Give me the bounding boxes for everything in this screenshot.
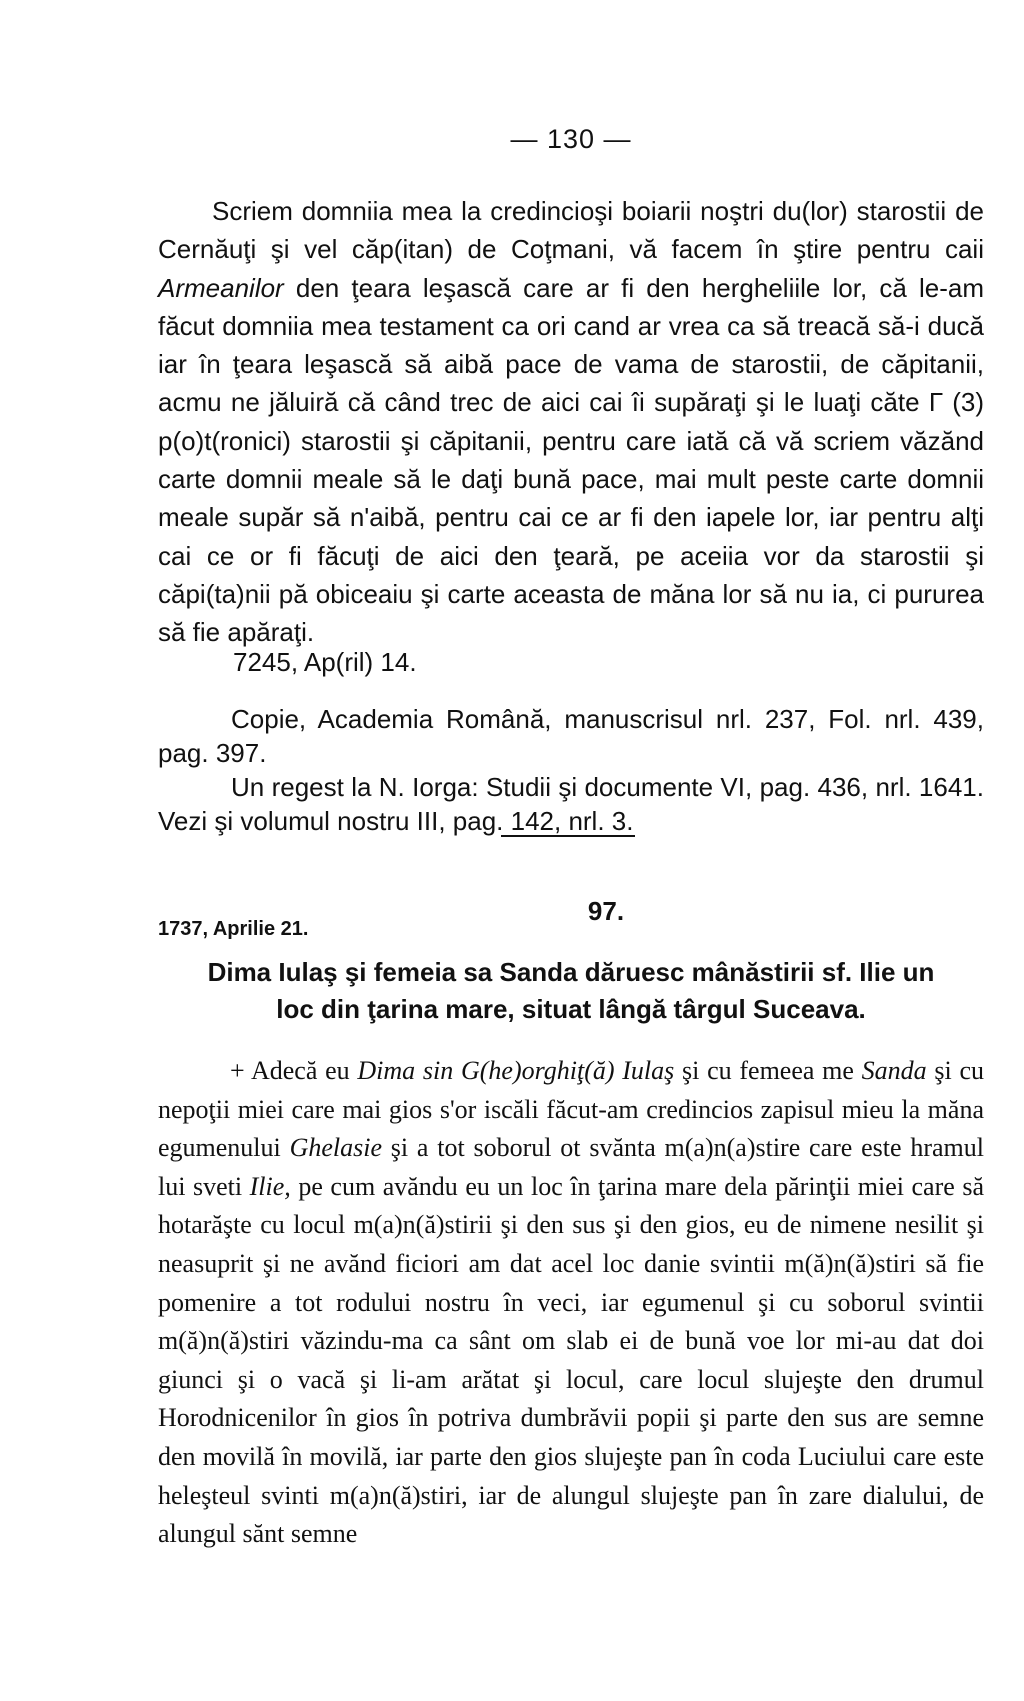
italic-name: Ghelasie xyxy=(289,1133,382,1163)
document-paragraph: + Adecă eu Dima sin G(he)orghiţ(ă) Iulaş şi cu femeea me Sanda şi cu nepoţii miei care mai gios s'or iscăli făcut-am credincios zapisul mieu la măna egumenului Ghelasie şi a tot soborul ot svănta m(a)n(a)stire care este hramul lui sveti Ilie, pe cum avăndu eu un loc în ţarina mare dela părinţii miei care să hotarăşte cu locul m(a)n(ă)stirii şi den sus şi den gios, eu de nimene nesilit şi neasuprit şi ne avănd ficiori am dat acel loc danie svintii m(ă)n(ă)stiri să fie pomenire a tot rodului nostru în veci, iar egumenul şi cu soborul svintii m(ă)n(ă)stiri văzindu-ma ca sânt om slab ei de bună voe lor mi-au dat doi giunci şi o vacă şi li-am arătat şi locul, care locul slujeşte den drumul Horodnicenilor în gios în potriva dumbrăvii popii şi parte den sus are semne den movilă în movilă, iar parte den gios slujeşte pan în coda Luciului care este heleşteul svinti m(a)n(ă)stiri, iar de alungul slujeşte pan în zare dialului, de alungul sănt semne xyxy=(158,1056,985,1549)
italic-name: Ilie, xyxy=(249,1171,291,1201)
page-number: — 130 — xyxy=(510,124,632,154)
document-summary xyxy=(158,954,984,1028)
italic-name: Armeanilor xyxy=(158,272,284,303)
letter-paragraph: Scriem domniia mea la credincioşi boiarii noştri du(lor) starostii de Cernăuţi şi vel căp(itan) de Coţmani, vă facem în ştire pentru caii Armeanilor den ţeara leşască care ar fi den hergheliile lor, că le-am făcut domniia mea testament ca ori cand ar vrea ca să treacă să-i ducă iar în ţeara leşască să aibă pace de vama de starostii, de căpitanii, acmu ne jăluiră că când trec de aici cai îi supăraţi şi le luaţi căte Г (3) p(o)t(ronici) starostii şi căpitanii, pentru care iată că vă scriem văzănd carte domnii meale să le daţi bună pace, mai mult peste carte domnii meale supăr să n'aibă, pentru cai ce ar fi den iapele lor, iar pentru alţi cai ce or fi făcuţi de aici den ţeară, pe aceiia vor da starostii şi căpi(ta)nii pă obiceaiu şi carte aceasta de măna lor să nu ia, ci pururea să fie apăraţi. xyxy=(158,196,984,648)
summary-line: loc din ţarina mare, situat lângă târgul Suceava. xyxy=(276,994,866,1024)
italic-name: Dima sin G(he)orghiţ(ă) Iulaş xyxy=(357,1056,675,1085)
document-text xyxy=(158,1052,984,1554)
italic-name: Sanda xyxy=(861,1056,927,1085)
letter-date: 7245, Ap(ril) 14. xyxy=(233,647,417,677)
copy-note: Copie, Academia Română, manuscrisul nrl. 237, Fol. nrl. 439, pag. 397. xyxy=(158,704,984,768)
letter-text xyxy=(158,192,984,652)
regest-note: Un regest la N. Iorga: Studii şi documente VI, pag. 436, nrl. 1641. Vezi şi volumul nostru III, pag. 142, nrl. 3. xyxy=(158,772,984,836)
source-notes xyxy=(158,702,984,838)
document-date: 1737, Aprilie 21. xyxy=(158,918,309,940)
separator-rule xyxy=(501,835,635,837)
summary-line: Dima Iulaş şi femeia sa Sanda dăruesc mânăstirii sf. Ilie un xyxy=(207,957,935,987)
document-number: 97. xyxy=(587,896,625,926)
